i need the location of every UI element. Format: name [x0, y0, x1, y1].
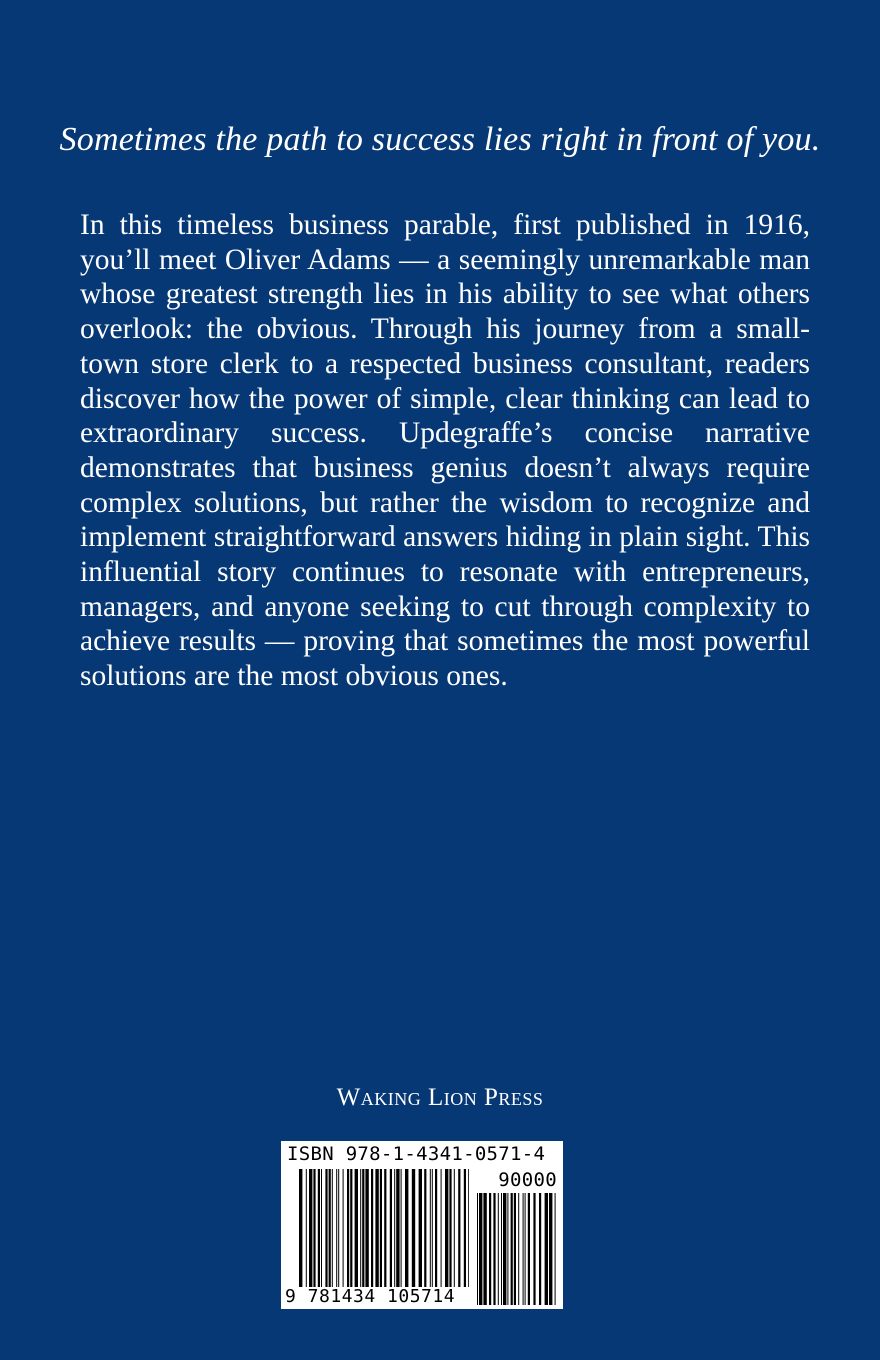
- barcode-bar: [318, 1169, 320, 1287]
- barcode-bar: [401, 1169, 402, 1287]
- barcode-bar: [514, 1193, 516, 1305]
- barcode-bar: [338, 1169, 339, 1287]
- barcode-bar: [336, 1169, 337, 1287]
- ean-digits: 9 781434 105714: [285, 1287, 458, 1307]
- barcode-bar: [332, 1169, 333, 1287]
- barcode-bar: [405, 1169, 408, 1287]
- price-code: 90000: [498, 1169, 557, 1191]
- barcode-bar: [419, 1169, 422, 1287]
- barcode-bar: [449, 1169, 451, 1287]
- barcode-bar: [549, 1193, 552, 1305]
- barcode-bar: [329, 1169, 331, 1287]
- publisher-name: Waking Lion Press: [336, 1084, 544, 1111]
- barcode-bar: [477, 1193, 478, 1305]
- barcode-bar: [362, 1169, 364, 1287]
- barcode-bar: [511, 1193, 513, 1305]
- barcode-bar: [498, 1193, 499, 1305]
- barcode-bar: [412, 1169, 415, 1287]
- barcode-bar: [555, 1193, 556, 1305]
- barcode-bar: [483, 1193, 486, 1305]
- barcode-bar: [545, 1193, 548, 1305]
- barcode-bar: [458, 1169, 460, 1287]
- barcode-bar: [489, 1193, 491, 1305]
- barcode-bar: [394, 1169, 395, 1287]
- barcode-bar: [365, 1169, 368, 1287]
- barcode-bar: [306, 1169, 307, 1287]
- barcode-bar: [454, 1169, 455, 1287]
- barcode-bar: [424, 1169, 426, 1287]
- barcode-bar: [518, 1193, 519, 1305]
- tagline: Sometimes the path to success lies right in front of you.: [59, 121, 821, 158]
- barcode-bar: [464, 1169, 466, 1287]
- barcode-bar: [533, 1193, 535, 1305]
- ean-barcode-bars: [299, 1169, 469, 1287]
- isbn-label: ISBN 978-1-4341-0571-4: [287, 1143, 546, 1165]
- barcode-bar: [445, 1169, 448, 1287]
- barcode-bar: [441, 1169, 442, 1287]
- barcode-bar: [432, 1169, 433, 1287]
- barcode-bar: [347, 1169, 349, 1287]
- barcode-bar: [493, 1193, 495, 1305]
- barcode-bar: [507, 1193, 508, 1305]
- barcode-bar: [479, 1193, 482, 1305]
- isbn-barcode: [281, 1141, 563, 1309]
- barcode-bar: [435, 1169, 437, 1287]
- barcode-bar: [309, 1169, 312, 1287]
- barcode-bar: [501, 1193, 502, 1305]
- barcode-bar: [468, 1169, 469, 1287]
- barcode-bar: [523, 1193, 524, 1305]
- barcode-bar: [371, 1169, 373, 1287]
- barcode-bar: [355, 1169, 358, 1287]
- barcode-bar: [380, 1169, 382, 1287]
- barcode-bar: [503, 1193, 506, 1305]
- barcode-bar: [396, 1169, 399, 1287]
- barcode-bar: [350, 1169, 352, 1287]
- price-barcode-bars: [477, 1193, 557, 1305]
- barcode-bar: [360, 1169, 361, 1287]
- barcode-bar: [375, 1169, 378, 1287]
- barcode-bar: [539, 1193, 541, 1305]
- barcode-bar: [299, 1169, 302, 1287]
- barcode-bar: [384, 1169, 386, 1287]
- barcode-bar: [525, 1193, 526, 1305]
- barcode-bar: [313, 1169, 315, 1287]
- barcode-bar: [321, 1169, 322, 1287]
- book-description: In this timeless business parable, first published in 1916, you’ll meet Oliver Adams — a seemingly unremarkable man whose greatest strength lies in his ability to see what others overlook: the obvious. Through his journey from a small-town store clerk to a respected business consultant, readers discover how the power of simple, clear thinking can lead to extraordinary success. Updegraffe’s concise narrative demonstrates that business genius doesn’t always require complex solutions, but rather the wisdom to recognize and implement straightforward answers hiding in plain sight. This influential story continues to resonate with entrepreneurs, managers, and anyone seeking to cut through complexity to achieve results — proving that sometimes the most powerful solutions are the most obvious ones.: [80, 209, 810, 693]
- barcode-bar: [390, 1169, 392, 1287]
- barcode-bar: [430, 1169, 431, 1287]
- barcode-bar: [343, 1169, 344, 1287]
- barcode-bar: [325, 1169, 327, 1287]
- barcode-bar: [528, 1193, 530, 1305]
